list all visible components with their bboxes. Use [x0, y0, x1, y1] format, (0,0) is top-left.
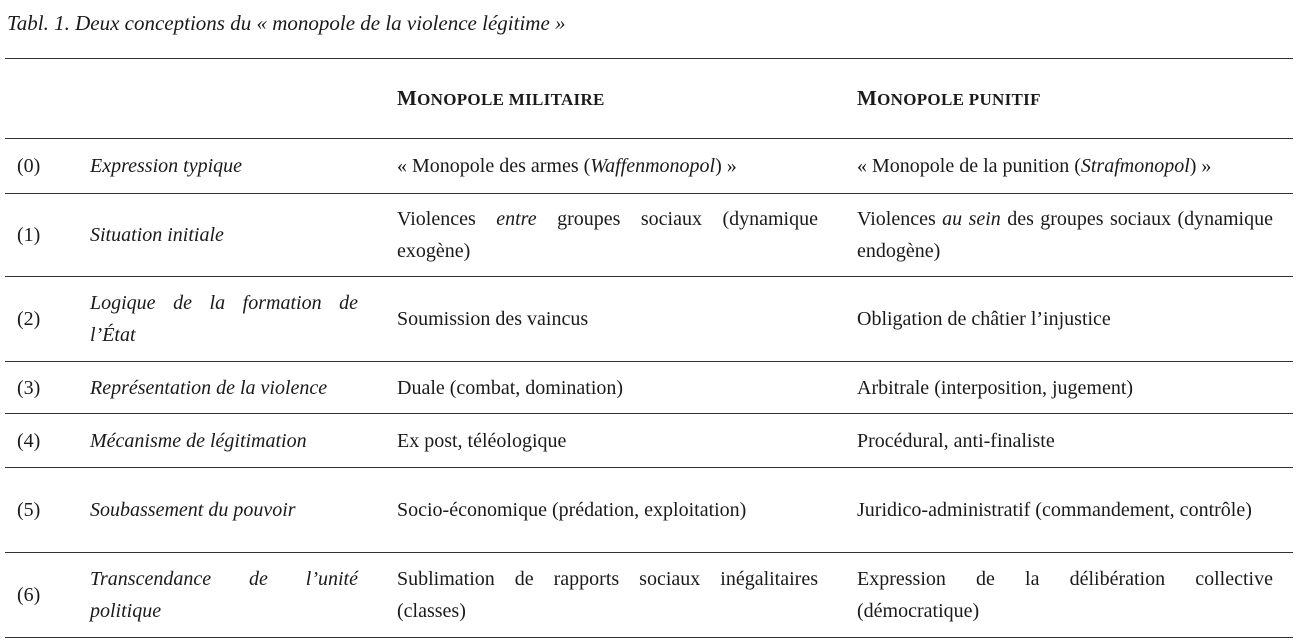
italic-term: entre	[496, 208, 537, 230]
row-number: (6)	[17, 584, 41, 606]
military-cell	[397, 362, 818, 413]
punitive-cell	[857, 553, 1273, 637]
cell-text: « Monopole des armes (	[397, 155, 591, 177]
row-label: Logique de la formation de l’État	[90, 292, 358, 346]
italic-term: Strafmonopol	[1080, 155, 1190, 177]
cell-text: Procédural, anti-finaliste	[857, 429, 1055, 452]
cell-text: groupes sociaux (dynamique exogène)	[397, 208, 818, 262]
cell-text: ) »	[715, 155, 737, 177]
punitive-cell	[857, 414, 1273, 467]
cell-text: Juridico-administratif (commandement, contrôle)	[857, 499, 1252, 521]
row-label: Mécanisme de légitimation	[90, 429, 307, 452]
cell-text: Sublimation de rapports sociaux inégalitaires (classes)	[397, 568, 818, 622]
italic-term: Waffenmonopol	[590, 155, 716, 177]
military-cell	[397, 194, 818, 276]
cell-text: Socio-économique (prédation, exploitation)	[397, 499, 747, 521]
column-header-military: MONOPOLE MILITAIRE	[397, 86, 605, 110]
row-label: Transcendance de l’unité politique	[90, 568, 358, 622]
cell-text: Soumission des vaincus	[397, 308, 589, 330]
row-label: Situation initiale	[90, 224, 224, 246]
punitive-cell	[857, 194, 1273, 276]
cell-text: Obligation de châtier l’injustice	[857, 308, 1111, 330]
cell-text: « Monopole de la punition (	[857, 155, 1081, 177]
italic-term: au sein	[942, 208, 1001, 230]
row-number: (2)	[17, 308, 41, 330]
row-number: (1)	[17, 224, 41, 246]
row-label: Représentation de la violence	[90, 376, 328, 399]
table-top-rule	[5, 58, 1293, 59]
row-number: (4)	[17, 429, 41, 452]
column-header-punitive: MONOPOLE PUNITIF	[857, 86, 1041, 110]
cell-text: Violences	[857, 208, 943, 230]
punitive-cell	[857, 139, 1273, 193]
cell-text: Ex post, téléologique	[397, 429, 567, 452]
punitive-cell	[857, 362, 1273, 413]
military-cell	[397, 414, 818, 467]
cell-text: Expression de la délibération collective (démocratique)	[857, 568, 1273, 622]
cell-text: des groupes sociaux (dynamique endogène)	[857, 208, 1273, 262]
row-number: (5)	[17, 499, 41, 521]
military-cell	[397, 277, 818, 361]
cell-text: ) »	[1189, 155, 1212, 177]
cell-text: Arbitrale (interposition, jugement)	[857, 376, 1134, 399]
row-number: (0)	[17, 155, 41, 177]
cell-text: Violences	[397, 208, 497, 230]
row-rule	[5, 637, 1293, 638]
punitive-cell	[857, 468, 1273, 552]
row-label: Soubassement du pouvoir	[90, 499, 296, 521]
military-cell	[397, 553, 818, 637]
row-number: (3)	[17, 376, 41, 399]
cell-text: Duale (combat, domination)	[397, 376, 624, 399]
table-caption: Tabl. 1. Deux conceptions du « monopole de la violence légitime »	[7, 11, 566, 35]
row-label: Expression typique	[90, 155, 243, 177]
punitive-cell	[857, 277, 1273, 361]
military-cell	[397, 468, 818, 552]
military-cell	[397, 139, 818, 193]
